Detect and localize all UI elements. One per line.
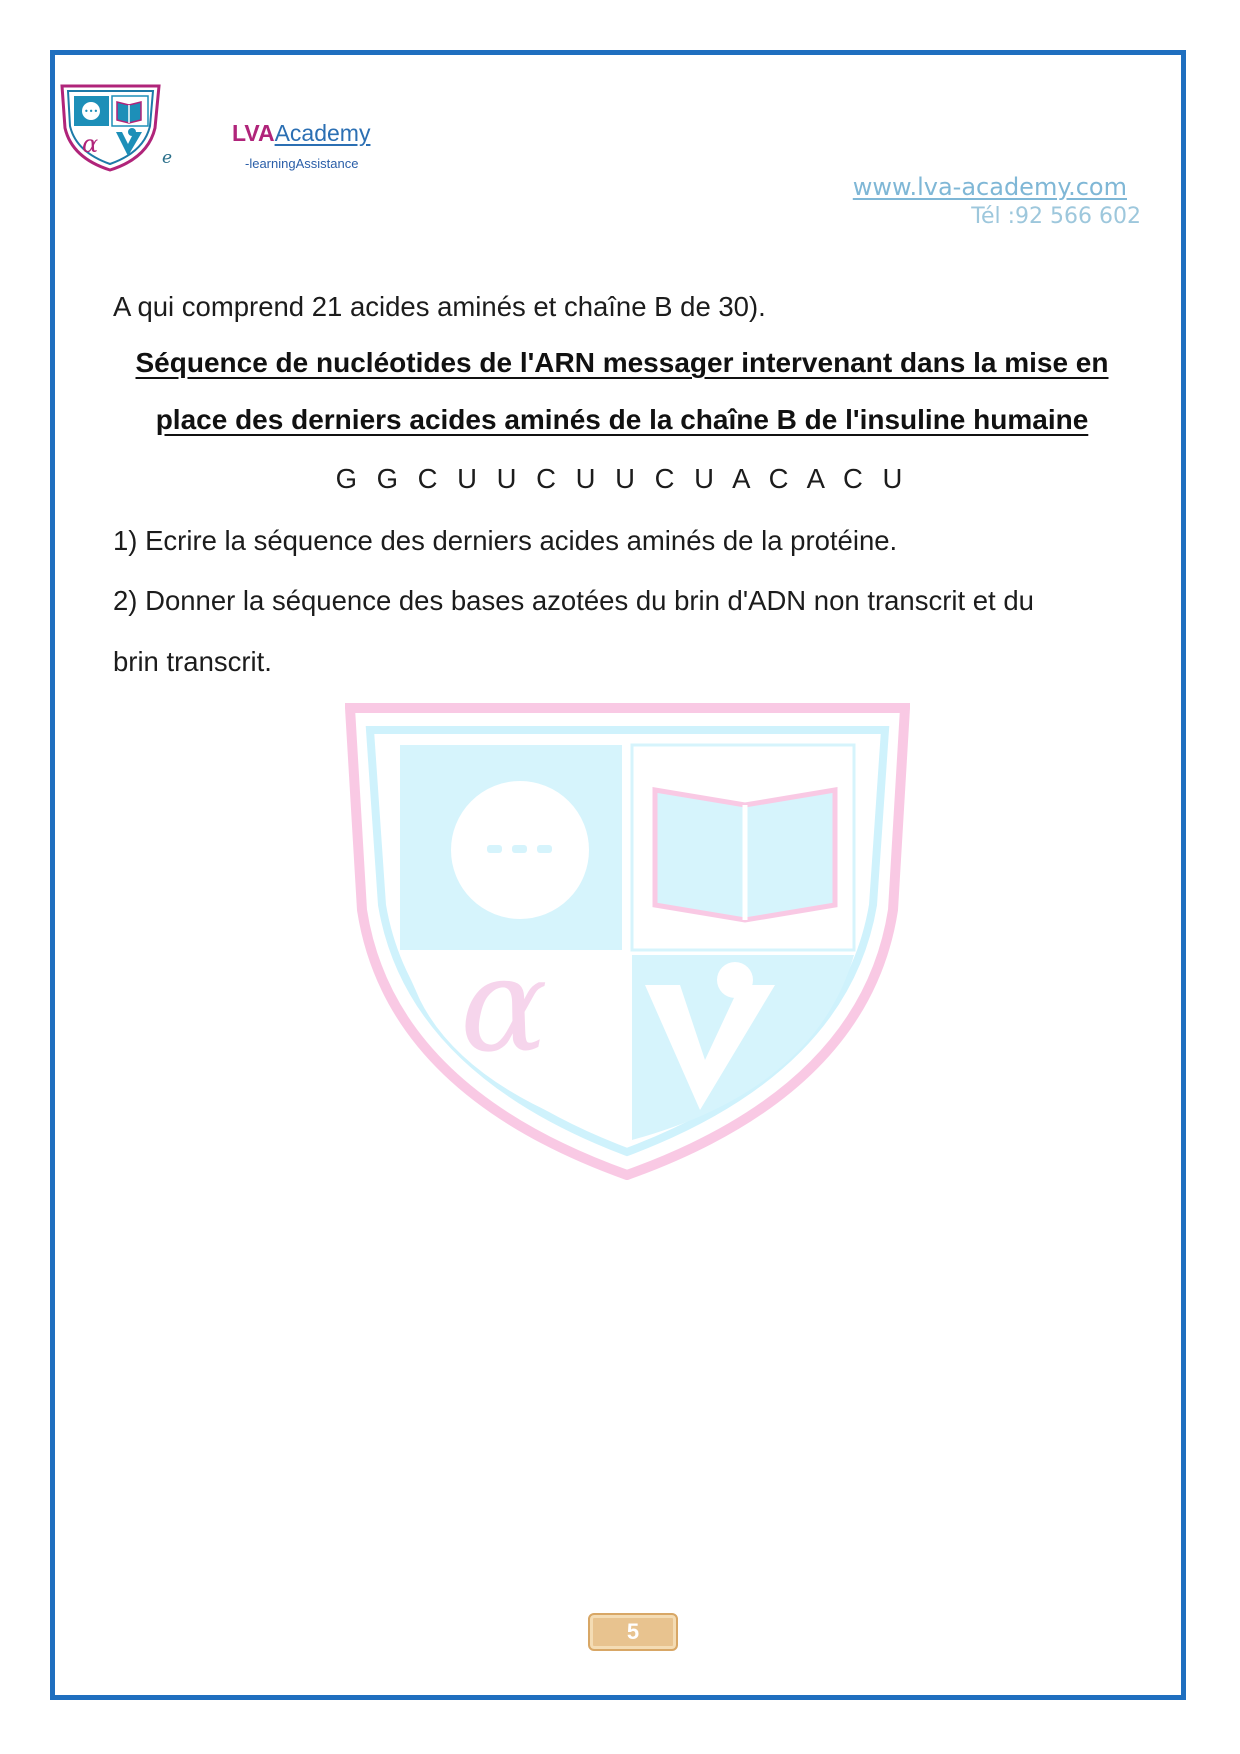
brand-tagline: -learningAssistance <box>245 156 359 171</box>
question-1: 1) Ecrire la séquence des derniers acides aminés de la protéine. <box>113 525 898 556</box>
logo-letter: e <box>162 148 173 168</box>
watermark-logo <box>345 700 910 1180</box>
phone-number: Tél :92 566 602 <box>971 204 1141 229</box>
svg-text:α: α <box>82 130 99 158</box>
mrna-sequence: G G C U U C U U C U A C A C U <box>335 463 909 494</box>
brand-academy: Academy <box>274 120 371 146</box>
svg-text:•••: ••• <box>84 107 99 116</box>
brand-lva <box>232 120 275 146</box>
lva-academy-logo <box>58 80 163 172</box>
brand-name <box>232 120 370 147</box>
page-number: 5 <box>626 1619 640 1644</box>
page-number-badge <box>588 1613 678 1651</box>
website-link[interactable]: www.lva-academy.com <box>852 173 1127 201</box>
brand-lva-text: LVA <box>232 120 275 146</box>
section-heading-line1: Séquence de nucléotides de l'ARN messager intervenant dans la mise en <box>135 347 1109 378</box>
section-heading-line2: place des derniers acides aminés de la chaîne B de l'insuline humaine <box>155 404 1089 435</box>
intro-text: A qui comprend 21 acides aminés et chaîne B de 30). <box>113 291 766 322</box>
svg-text:α: α <box>460 929 548 1081</box>
question-2-line1: 2) Donner la séquence des bases azotées du brin d'ADN non transcrit et du <box>113 585 1034 616</box>
question-2-line2: brin transcrit. <box>113 646 272 677</box>
